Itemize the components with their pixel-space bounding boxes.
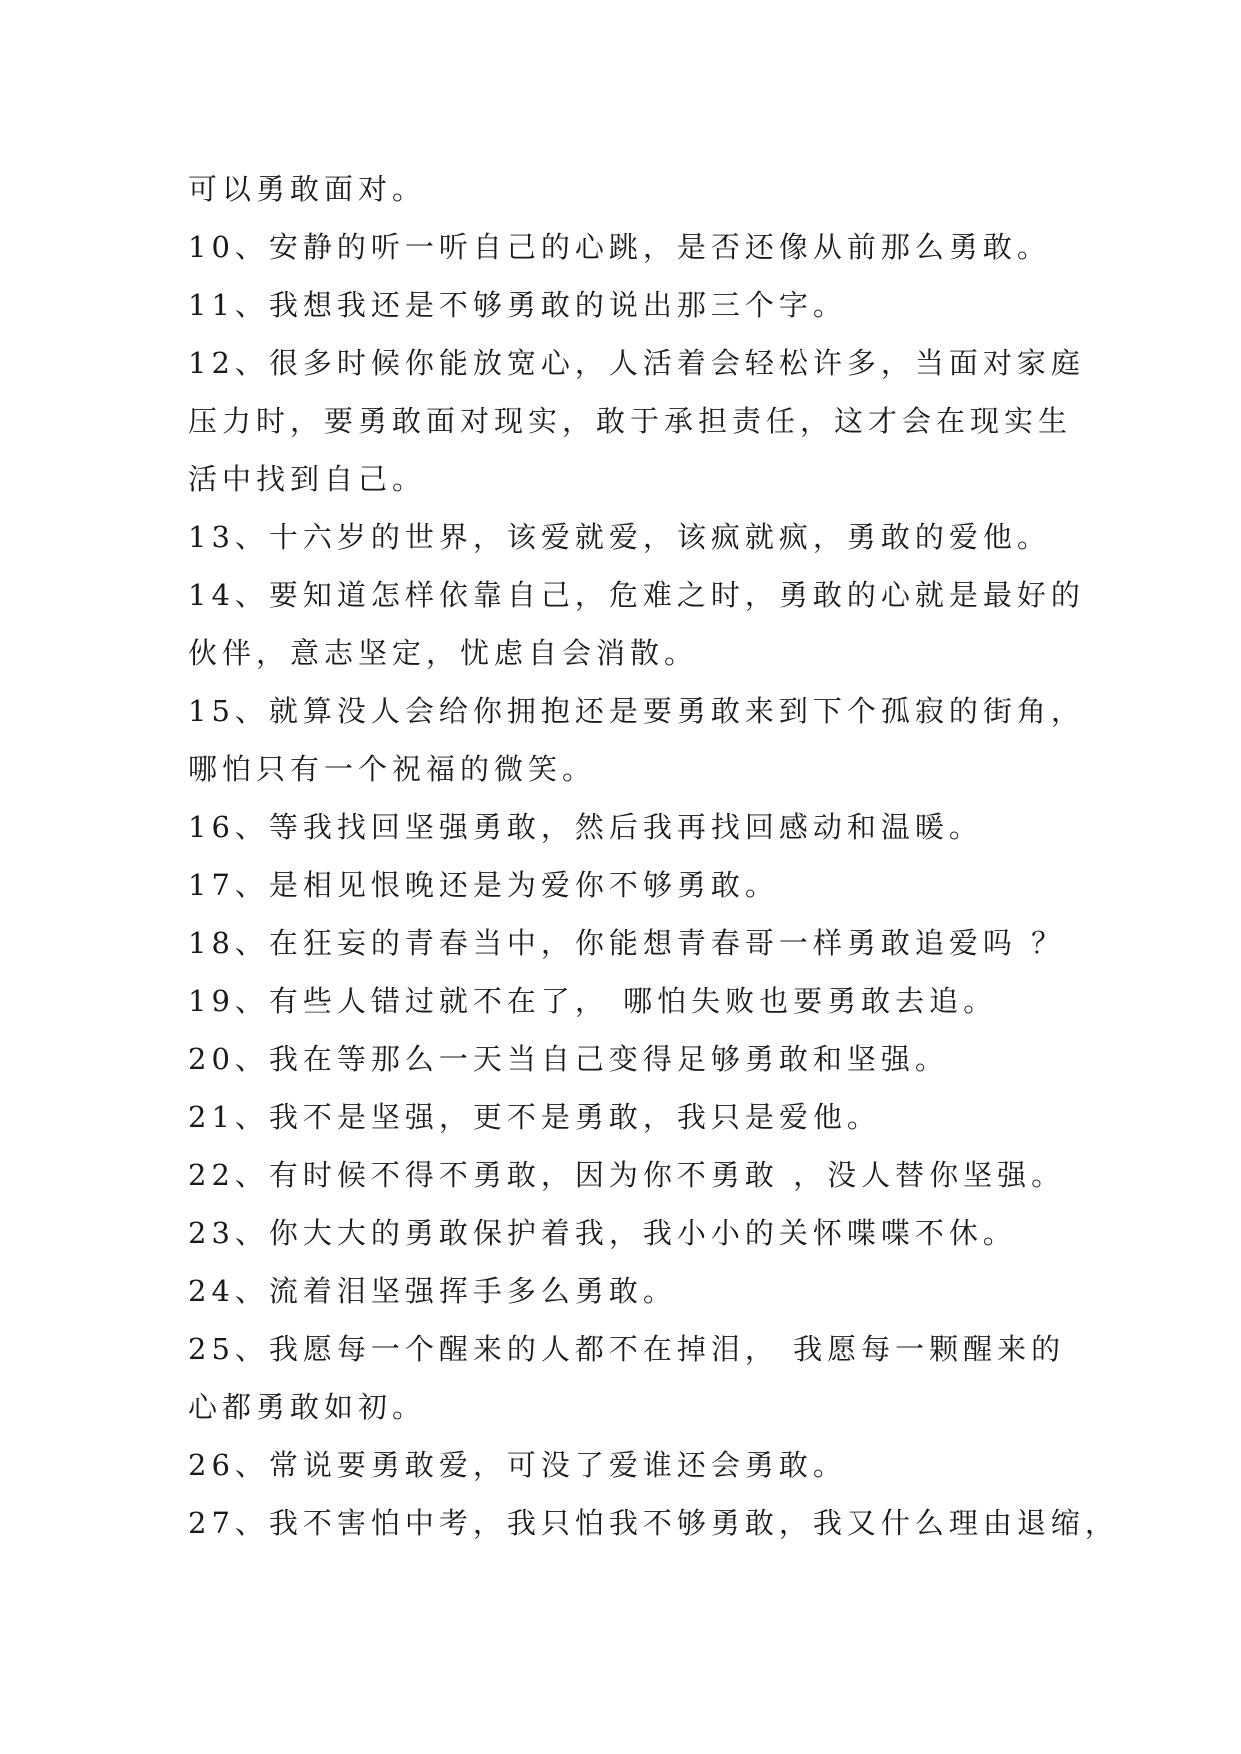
document-body xyxy=(188,160,1119,1552)
text-line: 16、等我找回坚强勇敢，然后我再找回感动和温暖。 xyxy=(188,810,983,844)
text-line: 11、我想我还是不够勇敢的说出那三个字。 xyxy=(188,288,847,322)
text-line: 25、我愿每一个醒来的人都不在掉泪， 我愿每一颗醒来的 xyxy=(188,1332,1066,1366)
text-line: 伙伴，意志坚定，忧虑自会消散。 xyxy=(188,636,699,670)
text-line: 26、常说要勇敢爱，可没了爱谁还会勇敢。 xyxy=(188,1448,847,1482)
text-line: 12、很多时候你能放宽心，人活着会轻松许多，当面对家庭 xyxy=(188,346,1085,380)
text-line: 13、十六岁的世界，该爱就爱，该疯就疯，勇敢的爱他。 xyxy=(188,520,1051,554)
text-line: 24、流着泪坚强挥手多么勇敢。 xyxy=(188,1274,677,1308)
text-line: 10、安静的听一听自己的心跳，是否还像从前那么勇敢。 xyxy=(188,230,1051,264)
text-line: 14、要知道怎样依靠自己，危难之时，勇敢的心就是最好的 xyxy=(188,578,1085,612)
text-line: 23、你大大的勇敢保护着我，我小小的关怀喋喋不休。 xyxy=(188,1216,1017,1250)
text-line: 可以勇敢面对。 xyxy=(188,172,427,206)
text-line: 20、我在等那么一天当自己变得足够勇敢和坚强。 xyxy=(188,1042,949,1076)
text-line: 17、是相见恨晚还是为爱你不够勇敢。 xyxy=(188,868,779,902)
text-line: 活中找到自己。 xyxy=(188,462,427,496)
text-line: 压力时，要勇敢面对现实，敢于承担责任，这才会在现实生 xyxy=(188,404,1073,438)
text-line: 15、就算没人会给你拥抱还是要勇敢来到下个孤寂的街角， xyxy=(188,694,1085,728)
text-line: 哪怕只有一个祝福的微笑。 xyxy=(188,752,597,786)
text-line: 22、有时候不得不勇敢，因为你不勇敢 ，没人替你坚强。 xyxy=(188,1158,1066,1192)
text-line: 21、我不是坚强，更不是勇敢，我只是爱他。 xyxy=(188,1100,881,1134)
text-line: 19、有些人错过就不在了， 哪怕失败也要勇敢去追。 xyxy=(188,984,998,1018)
text-line: 27、我不害怕中考，我只怕我不够勇敢，我又什么理由退缩， xyxy=(188,1506,1119,1540)
text-line: 18、在狂妄的青春当中，你能想青春哥一样勇敢追爱吗 ？ xyxy=(188,926,1066,960)
text-line: 心都勇敢如初。 xyxy=(188,1390,427,1424)
